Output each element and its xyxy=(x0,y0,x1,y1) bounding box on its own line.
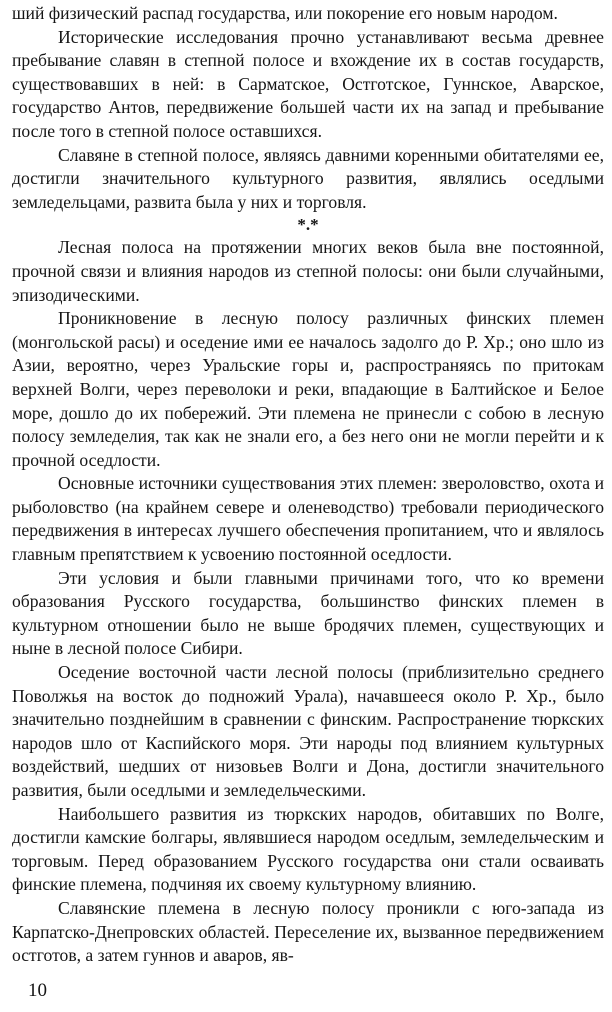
document-page xyxy=(12,2,604,968)
paragraph-slavic-tribes: Славянские племена в лесную полосу проникли с юго-запада из Карпатско-Днепровских областей. Переселение их, вызванное передвижением остготов, а затем гуннов и аваров, яв- xyxy=(12,897,604,966)
paragraph-kama-bulgars: Наибольшего развития из тюркских народов, обитавших по Волге, достигли камские болгары, являвшиеся народом оседлым, земледельческим и торговым. Перед образованием Русского государства они стали осваивать финские племена, подчиняя их своему культурному влиянию. xyxy=(12,803,604,895)
paragraph-historical-research: Исторические исследования прочно устанавливают весьма древнее пребывание славян в степной полосе и вхождение их в состав государств, существовавших в ней: в Сарматское, Остготское, Гуннское, Аварское, государство Антов, передвижение большей части их на запад и пребывание после того в степной полосе оставшихся. xyxy=(12,26,604,141)
paragraph-forest-zone: Лесная полоса на протяжении многих веков была вне постоянной, прочной связи и влияния народов из степной полосы: они были случайными, эпизодическими. xyxy=(12,237,604,305)
paragraph-finnish-tribes: Проникновение в лесную полосу различных финских племен (монгольской расы) и оседение ими ее началось задолго до Р. Хр.; оно шло из Азии, вероятно, через Уральские горы и, распространяясь по притокам верхней Волги, через переволоки и реки, впадающие в Балтийское и Белое море, дошло до их побережий. Эти племена не принесли с собою в лесную полосу земледелия, так как не знали его, а без него они не могли перейти и к прочной оседлости. xyxy=(12,308,604,470)
paragraph-livelihood: Основные источники существования этих племен: звероловство, охота и рыболовство (на крайнем севере и оленеводство) требовали периодического передвижения в интересах лучшего обеспечения пропитанием, что и являлось главным препятствием к усвоению постоянной оседлости. xyxy=(12,473,604,565)
paragraph-slavs-steppe: Славяне в степной полосе, являясь давними коренными обитателями ее, достигли значительного культурного развития, являлись оседлыми земледельцами, развита была у них и торговля. xyxy=(12,144,604,212)
paragraph-eastern-settlement: Оседение восточной части лесной полосы (приблизительно среднего Поволжья на восток до подножий Урала), начавшееся около Р. Хр., было значительно позднейшим в сравнении с финским. Распространение тюркских народов шло от Каспийского моря. Эти народы под влиянием культурных воздействий, шедших от низовьев Волги и Дона, достигли значительного развития, были оседлыми и земледельческими. xyxy=(12,662,604,800)
section-separator: *.* xyxy=(297,215,319,235)
paragraph-conditions: Эти условия и были главными причинами того, что ко времени образования Русского государства, большинство финских племен в культурном отношении было не выше бродячих племен, существующих и ныне в лесной полосе Сибири. xyxy=(12,567,604,659)
page-number: 10 xyxy=(28,980,47,1001)
paragraph-continuation: ший физический распад государства, или покорение его новым народом. xyxy=(12,3,558,23)
